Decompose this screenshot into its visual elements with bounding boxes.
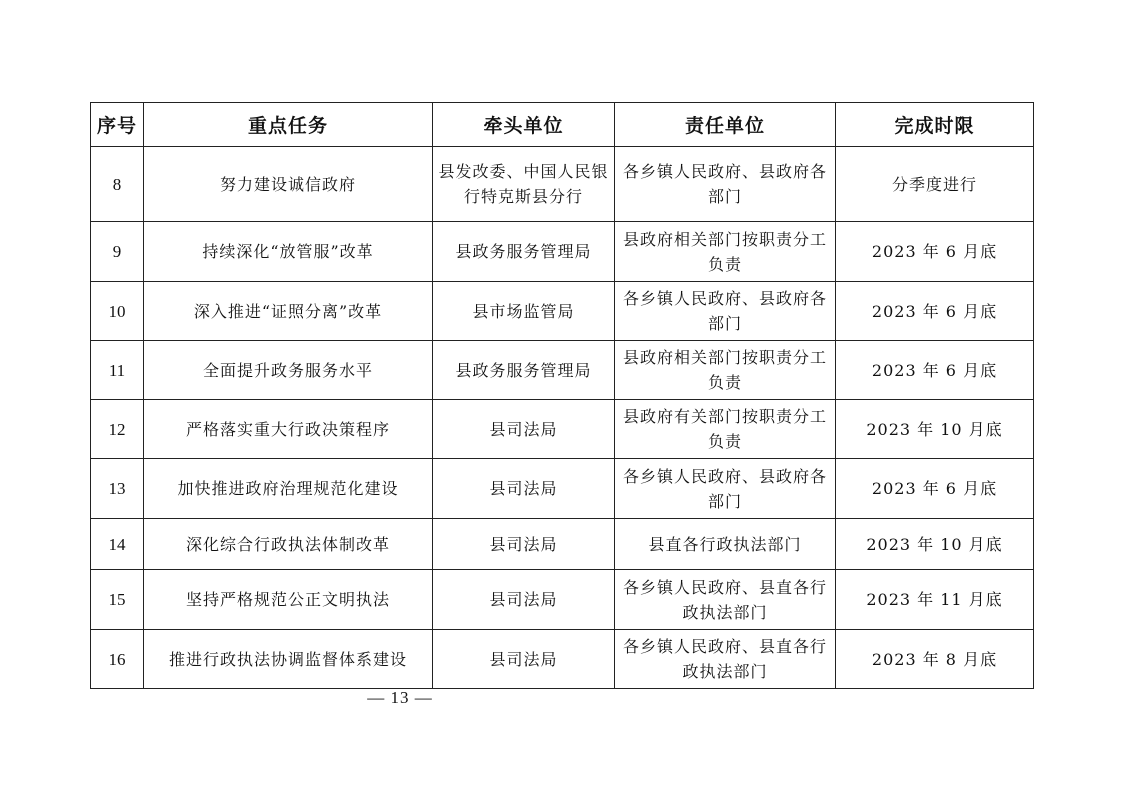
header-deadline: 完成时限 — [836, 103, 1034, 147]
table-row — [91, 222, 1034, 282]
cell-deadline: 2023 年 6 月底 — [836, 341, 1034, 400]
cell-deadline: 2023 年 6 月底 — [836, 222, 1034, 282]
task-table — [90, 102, 1034, 689]
cell-deadline: 2023 年 10 月底 — [836, 400, 1034, 459]
cell-responsible-unit: 各乡镇人民政府、县政府各部门 — [615, 147, 836, 222]
cell-serial-number: 8 — [91, 147, 144, 222]
page-number: — 13 — — [367, 688, 433, 707]
table-row — [91, 459, 1034, 519]
cell-responsible-unit: 县直各行政执法部门 — [615, 519, 836, 570]
cell-lead-unit: 县市场监管局 — [433, 282, 615, 341]
table-row — [91, 147, 1034, 222]
cell-lead-unit: 县司法局 — [433, 459, 615, 519]
cell-deadline: 分季度进行 — [836, 147, 1034, 222]
cell-serial-number: 12 — [91, 400, 144, 459]
cell-responsible-unit: 各乡镇人民政府、县政府各部门 — [615, 459, 836, 519]
cell-serial-number: 11 — [91, 341, 144, 400]
cell-responsible-unit: 各乡镇人民政府、县直各行政执法部门 — [615, 570, 836, 630]
cell-key-task: 推进行政执法协调监督体系建设 — [144, 630, 433, 689]
cell-key-task: 深化综合行政执法体制改革 — [144, 519, 433, 570]
cell-serial-number: 15 — [91, 570, 144, 630]
cell-serial-number: 9 — [91, 222, 144, 282]
cell-lead-unit: 县政务服务管理局 — [433, 222, 615, 282]
table-row — [91, 282, 1034, 341]
table-row — [91, 519, 1034, 570]
cell-serial-number: 10 — [91, 282, 144, 341]
cell-deadline: 2023 年 6 月底 — [836, 282, 1034, 341]
table-row — [91, 400, 1034, 459]
cell-deadline: 2023 年 11 月底 — [836, 570, 1034, 630]
cell-deadline: 2023 年 6 月底 — [836, 459, 1034, 519]
cell-responsible-unit: 县政府有关部门按职责分工负责 — [615, 400, 836, 459]
cell-key-task: 坚持严格规范公正文明执法 — [144, 570, 433, 630]
cell-key-task: 全面提升政务服务水平 — [144, 341, 433, 400]
cell-lead-unit: 县司法局 — [433, 519, 615, 570]
cell-lead-unit: 县司法局 — [433, 400, 615, 459]
cell-serial-number: 16 — [91, 630, 144, 689]
cell-responsible-unit: 各乡镇人民政府、县直各行政执法部门 — [615, 630, 836, 689]
header-lead-unit: 牵头单位 — [433, 103, 615, 147]
table-header-row — [91, 103, 1034, 147]
cell-deadline: 2023 年 8 月底 — [836, 630, 1034, 689]
cell-serial-number: 13 — [91, 459, 144, 519]
cell-key-task: 持续深化“放管服”改革 — [144, 222, 433, 282]
header-key-task: 重点任务 — [144, 103, 433, 147]
cell-lead-unit: 县发改委、中国人民银行特克斯县分行 — [433, 147, 615, 222]
cell-responsible-unit: 各乡镇人民政府、县政府各部门 — [615, 282, 836, 341]
cell-responsible-unit: 县政府相关部门按职责分工负责 — [615, 341, 836, 400]
cell-lead-unit: 县司法局 — [433, 570, 615, 630]
cell-key-task: 努力建设诚信政府 — [144, 147, 433, 222]
table-row — [91, 570, 1034, 630]
cell-key-task: 加快推进政府治理规范化建设 — [144, 459, 433, 519]
header-responsible-unit: 责任单位 — [615, 103, 836, 147]
header-serial-number: 序号 — [91, 103, 144, 147]
cell-key-task: 严格落实重大行政决策程序 — [144, 400, 433, 459]
table-row — [91, 341, 1034, 400]
cell-responsible-unit: 县政府相关部门按职责分工负责 — [615, 222, 836, 282]
cell-lead-unit: 县司法局 — [433, 630, 615, 689]
cell-key-task: 深入推进“证照分离”改革 — [144, 282, 433, 341]
cell-lead-unit: 县政务服务管理局 — [433, 341, 615, 400]
cell-serial-number: 14 — [91, 519, 144, 570]
cell-deadline: 2023 年 10 月底 — [836, 519, 1034, 570]
table-row — [91, 630, 1034, 689]
